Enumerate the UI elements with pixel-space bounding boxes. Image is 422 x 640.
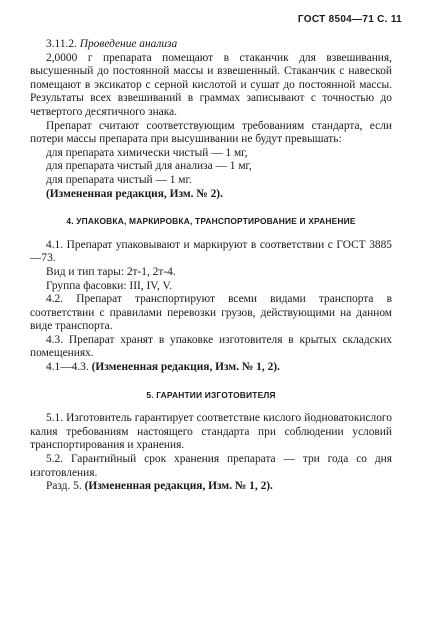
paragraph-4-2: 4.2. Препарат транспортируют всеми видами транспорта в соответствии с правилами перевозки грузов, действующими на данном виде транспорта. bbox=[30, 293, 392, 333]
amendment-text: (Измененная редакция, Изм. № 1, 2). bbox=[91, 361, 280, 374]
paragraph-analysis-procedure: 2,0000 г препарата помещают в стаканчик для взвешивания, высушенный до постоянной массы и взвешенный. Стаканчик с навеской помещают в эксикатор с серной кислотой и сушат до постоянной массы. Результаты всех взвешиваний в граммах записывают с точностью до четвертого десятичного знака. bbox=[30, 51, 392, 118]
subsection-title bbox=[30, 38, 392, 52]
section-title-warranty: 5. ГАРАНТИИ ИЗГОТОВИТЕЛЯ bbox=[146, 389, 276, 400]
amendment-ref: 4.1—4.3. bbox=[46, 361, 89, 374]
page-content bbox=[30, 38, 392, 494]
paragraph-packing-group: Группа фасовки: III, IV, V. bbox=[46, 279, 173, 292]
paragraph-requirements: Препарат считают соответствующим требованиям стандарта, если потери массы препарата при высушивании не будут превышать: bbox=[30, 119, 392, 146]
page-header: ГОСТ 8504—71 С. 11 bbox=[297, 14, 402, 25]
paragraph-4-1: 4.1. Препарат упаковывают и маркируют в соответствии с ГОСТ 3885—73. bbox=[30, 238, 392, 265]
amendment-note: (Измененная редакция, Изм. № 2). bbox=[46, 187, 223, 200]
list-item-pure: для препарата чистый — 1 мг. bbox=[46, 173, 192, 186]
paragraph-4-3: 4.3. Препарат хранят в упаковке изготовителя в крытых складских помещениях. bbox=[30, 333, 392, 360]
section-title-packaging: 4. УПАКОВКА, МАРКИРОВКА, ТРАНСПОРТИРОВАНИЕ И ХРАНЕНИЕ bbox=[66, 216, 356, 227]
amendment-note bbox=[30, 480, 392, 494]
list-item-analytical-grade: для препарата чистый для анализа — 1 мг, bbox=[46, 160, 252, 173]
paragraph-container-type: Вид и тип тары: 2т-1, 2т-4. bbox=[46, 265, 176, 278]
subsection-heading: Проведение анализа bbox=[79, 38, 178, 50]
amendment-text: (Измененная редакция, Изм. № 1, 2). bbox=[84, 480, 273, 493]
paragraph-5-2: 5.2. Гарантийный срок хранения препарата — три года со дня изготовления. bbox=[30, 453, 392, 479]
subsection-number: 3.11.2. bbox=[46, 38, 77, 50]
amendment-note bbox=[30, 361, 392, 375]
paragraph-5-1: 5.1. Изготовитель гарантирует соответствие кислого йодноватокислого калия требованиям настоящего стандарта при соблюдении условий транспортирования и хранения. bbox=[30, 412, 392, 452]
list-item-chemically-pure: для препарата химически чистый — 1 мг, bbox=[46, 146, 248, 159]
amendment-ref: Разд. 5. bbox=[46, 480, 82, 493]
